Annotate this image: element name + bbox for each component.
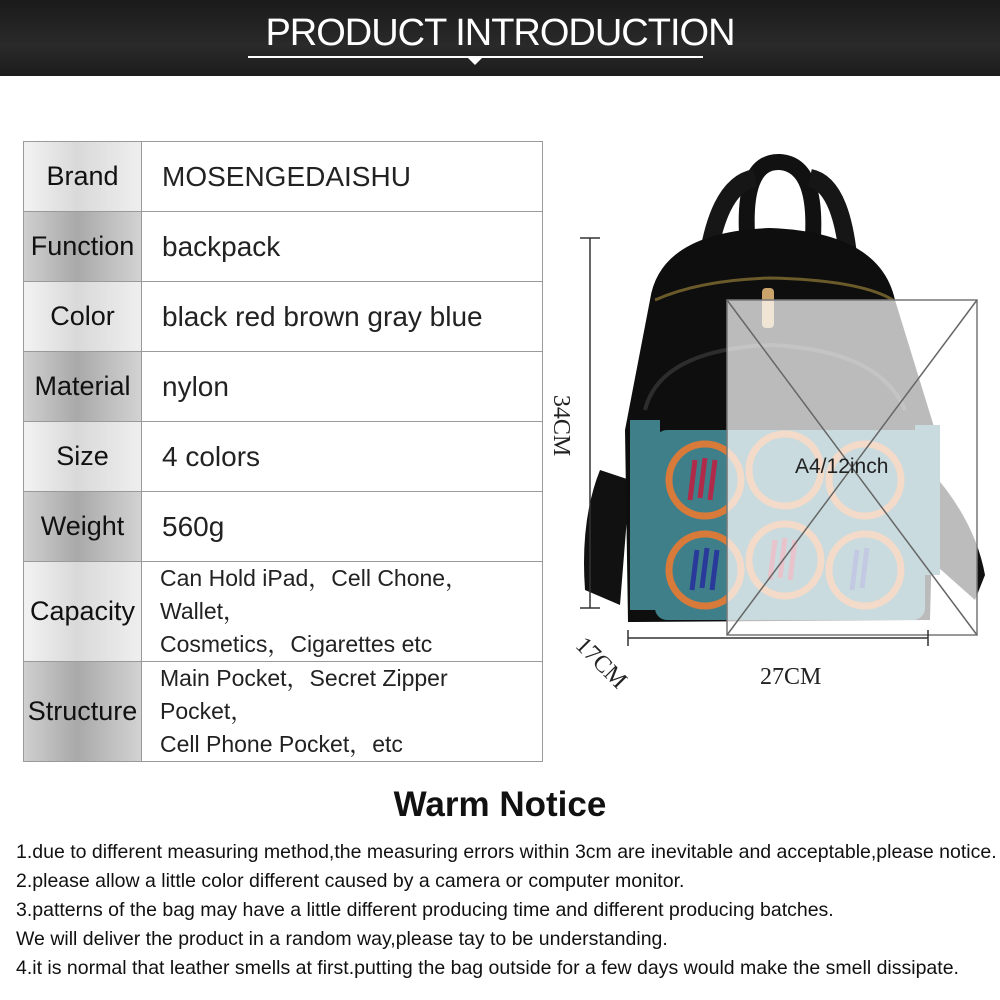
spec-table	[23, 141, 543, 762]
notice-line: 2.please allow a little color different caused by a camera or computer monitor.	[16, 870, 685, 892]
backpack-illustration	[560, 150, 1000, 710]
spec-value: MOSENGEDAISHU	[142, 142, 543, 212]
paper-size-label: A4/12inch	[795, 455, 889, 478]
depth-label: 17CM	[570, 632, 632, 695]
page-title: PRODUCT INTRODUCTION	[265, 12, 735, 54]
spec-row-weight	[24, 492, 543, 562]
spec-row-brand	[24, 142, 543, 212]
spec-value-line: Cosmetics，Cigarettes etc	[160, 631, 433, 657]
notice-line: 1.due to different measuring method,the measuring errors within 3cm are inevitable and acceptable,please notice.	[16, 841, 997, 863]
width-label: 27CM	[760, 664, 822, 690]
spec-value-line: Cell Phone Pocket，etc	[160, 731, 403, 757]
notice-title: Warm Notice	[393, 785, 607, 824]
spec-row-function	[24, 212, 543, 282]
header-banner	[0, 0, 1000, 76]
spec-value: black red brown gray blue	[142, 282, 543, 352]
spec-value	[142, 562, 543, 662]
spec-row-color	[24, 282, 543, 352]
spec-row-size	[24, 422, 543, 492]
spec-row-material	[24, 352, 543, 422]
spec-label: Material	[24, 352, 142, 422]
spec-label: Brand	[24, 142, 142, 212]
notice-line: We will deliver the product in a random way,please tay to be understanding.	[16, 928, 668, 950]
spec-label: Weight	[24, 492, 142, 562]
spec-label: Structure	[24, 662, 142, 762]
spec-row-capacity	[24, 562, 543, 662]
spec-value: 560g	[142, 492, 543, 562]
spec-value-line: Can Hold iPad，Cell Chone，Wallet，	[160, 565, 469, 624]
spec-label: Capacity	[24, 562, 142, 662]
spec-label: Color	[24, 282, 142, 352]
height-label: 34CM	[548, 394, 575, 457]
spec-row-structure	[24, 662, 543, 762]
title-pointer-icon	[467, 57, 483, 65]
notice-line: 4.it is normal that leather smells at first.putting the bag outside for a few days would make the smell dissipate.	[16, 957, 959, 979]
notice-line: 3.patterns of the bag may have a little different producing time and different producing batches.	[16, 899, 834, 921]
notice-list	[16, 838, 996, 983]
spec-value: backpack	[142, 212, 543, 282]
spec-value: nylon	[142, 352, 543, 422]
spec-value-line: Main Pocket，Secret Zipper Pocket，	[160, 665, 448, 724]
spec-label: Function	[24, 212, 142, 282]
spec-value: 4 colors	[142, 422, 543, 492]
spec-label: Size	[24, 422, 142, 492]
spec-value	[142, 662, 543, 762]
